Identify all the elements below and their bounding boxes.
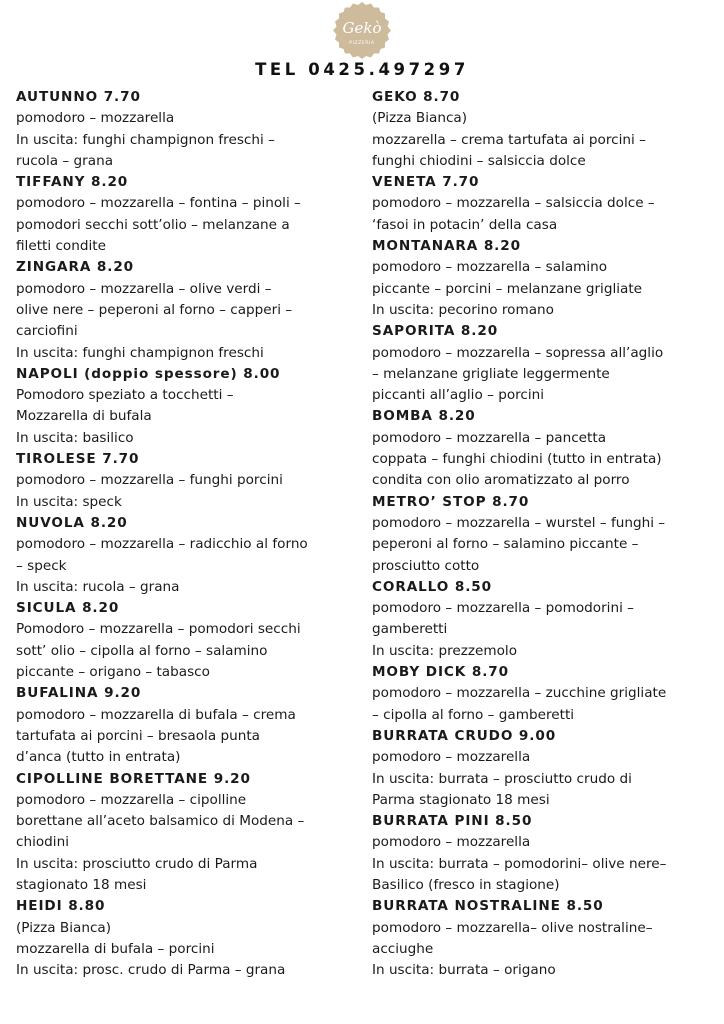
logo-subtext: PIZZERIA — [349, 41, 375, 46]
pizza-ingredients-line: pomodoro – mozzarella – cipolline — [16, 791, 247, 808]
pizza-ingredients-line: In uscita: basilico — [16, 429, 134, 446]
pizza-ingredients-line: In uscita: burrata – origano — [372, 962, 556, 979]
menu-item — [16, 683, 364, 768]
pizza-name-price: GEKO 8.70 — [372, 89, 461, 105]
pizza-name-price: HEIDI 8.80 — [16, 898, 106, 915]
pizza-ingredients-line: pomodoro – mozzarella — [16, 110, 175, 127]
pizza-ingredients-line: (Pizza Bianca) — [16, 919, 112, 936]
menu-item — [16, 513, 364, 598]
pizza-ingredients-line: piccanti all’aglio – porcini — [372, 387, 545, 404]
pizza-ingredients-line: pomodoro – mozzarella – fontina – pinoli – — [16, 195, 301, 212]
menu-item — [372, 321, 718, 406]
pizza-ingredients-line: mozzarella – crema tartufata ai porcini – — [372, 131, 646, 148]
pizza-ingredients-line: In uscita: rucola – grana — [16, 578, 180, 595]
pizza-ingredients-line: pomodoro – mozzarella– olive nostraline– — [372, 919, 653, 936]
pizza-ingredients-line: condita con olio aromatizzato al porro — [372, 472, 630, 489]
menu-item — [16, 449, 364, 513]
pizza-name-price: ZINGARA 8.20 — [16, 259, 135, 276]
pizza-ingredients-line: (Pizza Bianca) — [372, 110, 468, 127]
pizza-ingredients-line: Parma stagionato 18 mesi — [372, 791, 550, 808]
pizza-ingredients-line: olive nere – peperoni al forno – capperi – — [16, 301, 293, 318]
pizza-ingredients-line: Basilico (fresco in stagione) — [372, 876, 560, 893]
pizza-ingredients-line: pomodoro – mozzarella – zucchine grigliate — [372, 685, 667, 702]
pizza-ingredients-line: pomodori secchi sott’olio – melanzane a — [16, 216, 290, 233]
pizza-ingredients-line: ‘fasoi in potacin’ della casa — [372, 216, 558, 233]
pizza-name-price: BOMBA 8.20 — [372, 408, 476, 425]
pizza-ingredients-line: In uscita: burrata – pomodorini– olive nere– — [372, 855, 667, 872]
pizza-ingredients-line: rucola – grana — [16, 152, 114, 169]
pizza-ingredients-line: piccante – porcini – melanzane grigliate — [372, 280, 643, 297]
pizza-ingredients-line: piccante – origano – tabasco — [16, 664, 210, 681]
phone-number: TEL 0425.497297 — [255, 60, 469, 79]
pizza-ingredients-line: pomodoro – mozzarella – sopressa all’aglio — [372, 344, 664, 361]
menu-item — [16, 896, 364, 981]
menu-item — [372, 236, 718, 321]
pizza-ingredients-line: pomodoro – mozzarella — [372, 834, 531, 851]
pizza-name-price: VENETA 7.70 — [372, 174, 480, 191]
pizza-ingredients-line: pomodoro – mozzarella – salsiccia dolce – — [372, 195, 655, 212]
pizza-name-price: TIROLESE 7.70 — [16, 451, 140, 468]
pizza-ingredients-line: Pomodoro speziato a tocchetti – — [16, 387, 234, 404]
menu-item — [372, 577, 718, 662]
pizza-name-price: SICULA 8.20 — [16, 600, 120, 617]
pizza-ingredients-line: – cipolla al forno – gamberetti — [372, 706, 575, 723]
pizza-ingredients-line: pomodoro – mozzarella – pomodorini – — [372, 600, 634, 617]
pizza-ingredients-line: In uscita: prosciutto crudo di Parma — [16, 855, 258, 872]
pizza-name-price: BURRATA PINI 8.50 — [372, 813, 533, 830]
pizza-ingredients-line: In uscita: prosc. crudo di Parma – grana — [16, 962, 286, 979]
pizza-ingredients-line: In uscita: burrata – prosciutto crudo di — [372, 770, 632, 787]
pizza-name-price: BUFALINA 9.20 — [16, 685, 142, 702]
menu-item — [16, 87, 364, 172]
pizza-ingredients-line: carciofini — [16, 323, 78, 340]
pizza-ingredients-line: – melanzane grigliate leggermente — [372, 365, 610, 382]
pizza-name-price: AUTUNNO 7.70 — [16, 89, 141, 105]
pizza-ingredients-line: pomodoro – mozzarella – wurstel – funghi – — [372, 514, 666, 531]
menu-item — [372, 406, 718, 491]
pizza-ingredients-line: Pomodoro – mozzarella – pomodori secchi — [16, 621, 301, 638]
menu-item — [372, 896, 718, 981]
pizza-ingredients-line: sott’ olio – cipolla al forno – salamino — [16, 642, 268, 659]
logo-text: Gekò — [342, 19, 382, 37]
menu-item — [16, 364, 364, 449]
pizza-name-price: CORALLO 8.50 — [372, 578, 492, 595]
pizza-name-price: METRO’ STOP 8.70 — [372, 493, 530, 510]
menu-item — [372, 172, 718, 236]
pizza-ingredients-line: In uscita: pecorino romano — [372, 301, 554, 318]
pizza-ingredients-line: In uscita: funghi champignon freschi – — [16, 131, 275, 148]
pizza-name-price: NUVOLA 8.20 — [16, 514, 128, 531]
logo-badge-icon — [331, 1, 393, 61]
menu-item — [16, 172, 364, 257]
pizza-ingredients-line: d’anca (tutto in entrata) — [16, 749, 181, 766]
menu-column-left — [16, 87, 364, 981]
menu-item — [372, 662, 718, 726]
menu-item — [16, 769, 364, 897]
pizza-ingredients-line: In uscita: speck — [16, 493, 122, 510]
menu-item — [372, 87, 718, 172]
pizza-ingredients-line: coppata – funghi chiodini (tutto in entrata) — [372, 451, 662, 468]
pizza-ingredients-line: – speck — [16, 557, 67, 574]
pizza-ingredients-line: gamberetti — [372, 621, 448, 638]
pizza-name-price: TIFFANY 8.20 — [16, 174, 129, 191]
pizza-ingredients-line: mozzarella di bufala – porcini — [16, 940, 215, 957]
pizza-ingredients-line: pomodoro – mozzarella – pancetta — [372, 429, 607, 446]
pizza-name-price: CIPOLLINE BORETTANE 9.20 — [16, 770, 251, 787]
pizza-name-price: MOBY DICK 8.70 — [372, 664, 510, 681]
menu-item — [16, 257, 364, 363]
menu-item — [372, 492, 718, 577]
pizza-ingredients-line: pomodoro – mozzarella — [372, 749, 531, 766]
pizza-ingredients-line: stagionato 18 mesi — [16, 876, 147, 893]
pizza-ingredients-line: pomodoro – mozzarella – salamino — [372, 259, 608, 276]
pizza-name-price: BURRATA NOSTRALINE 8.50 — [372, 898, 604, 915]
pizza-ingredients-line: peperoni al forno – salamino piccante – — [372, 536, 639, 553]
pizza-ingredients-line: pomodoro – mozzarella – radicchio al forno — [16, 536, 308, 553]
menu-column-right — [372, 87, 718, 981]
pizza-ingredients-line: funghi chiodini – salsiccia dolce — [372, 152, 586, 169]
pizza-ingredients-line: In uscita: prezzemolo — [372, 642, 518, 659]
menu-item — [372, 811, 718, 896]
pizza-ingredients-line: prosciutto cotto — [372, 557, 480, 574]
pizza-ingredients-line: acciughe — [372, 940, 434, 957]
pizza-ingredients-line: pomodoro – mozzarella – funghi porcini — [16, 472, 283, 489]
pizza-name-price: NAPOLI (doppio spessore) 8.00 — [16, 365, 281, 382]
pizzeria-logo — [331, 1, 393, 61]
pizza-ingredients-line: pomodoro – mozzarella – olive verdi – — [16, 280, 272, 297]
pizza-ingredients-line: borettane all’aceto balsamico di Modena – — [16, 813, 305, 830]
pizza-ingredients-line: Mozzarella di bufala — [16, 408, 152, 425]
pizza-name-price: BURRATA CRUDO 9.00 — [372, 727, 557, 744]
pizza-ingredients-line: pomodoro – mozzarella di bufala – crema — [16, 706, 296, 723]
pizza-ingredients-line: In uscita: funghi champignon freschi — [16, 344, 264, 361]
pizza-name-price: MONTANARA 8.20 — [372, 238, 521, 255]
menu-item — [372, 726, 718, 811]
pizza-ingredients-line: chiodini — [16, 834, 69, 851]
pizza-ingredients-line: tartufata ai porcini – bresaola punta — [16, 727, 260, 744]
pizza-ingredients-line: filetti condite — [16, 238, 106, 255]
menu-item — [16, 598, 364, 683]
pizza-name-price: SAPORITA 8.20 — [372, 323, 499, 340]
